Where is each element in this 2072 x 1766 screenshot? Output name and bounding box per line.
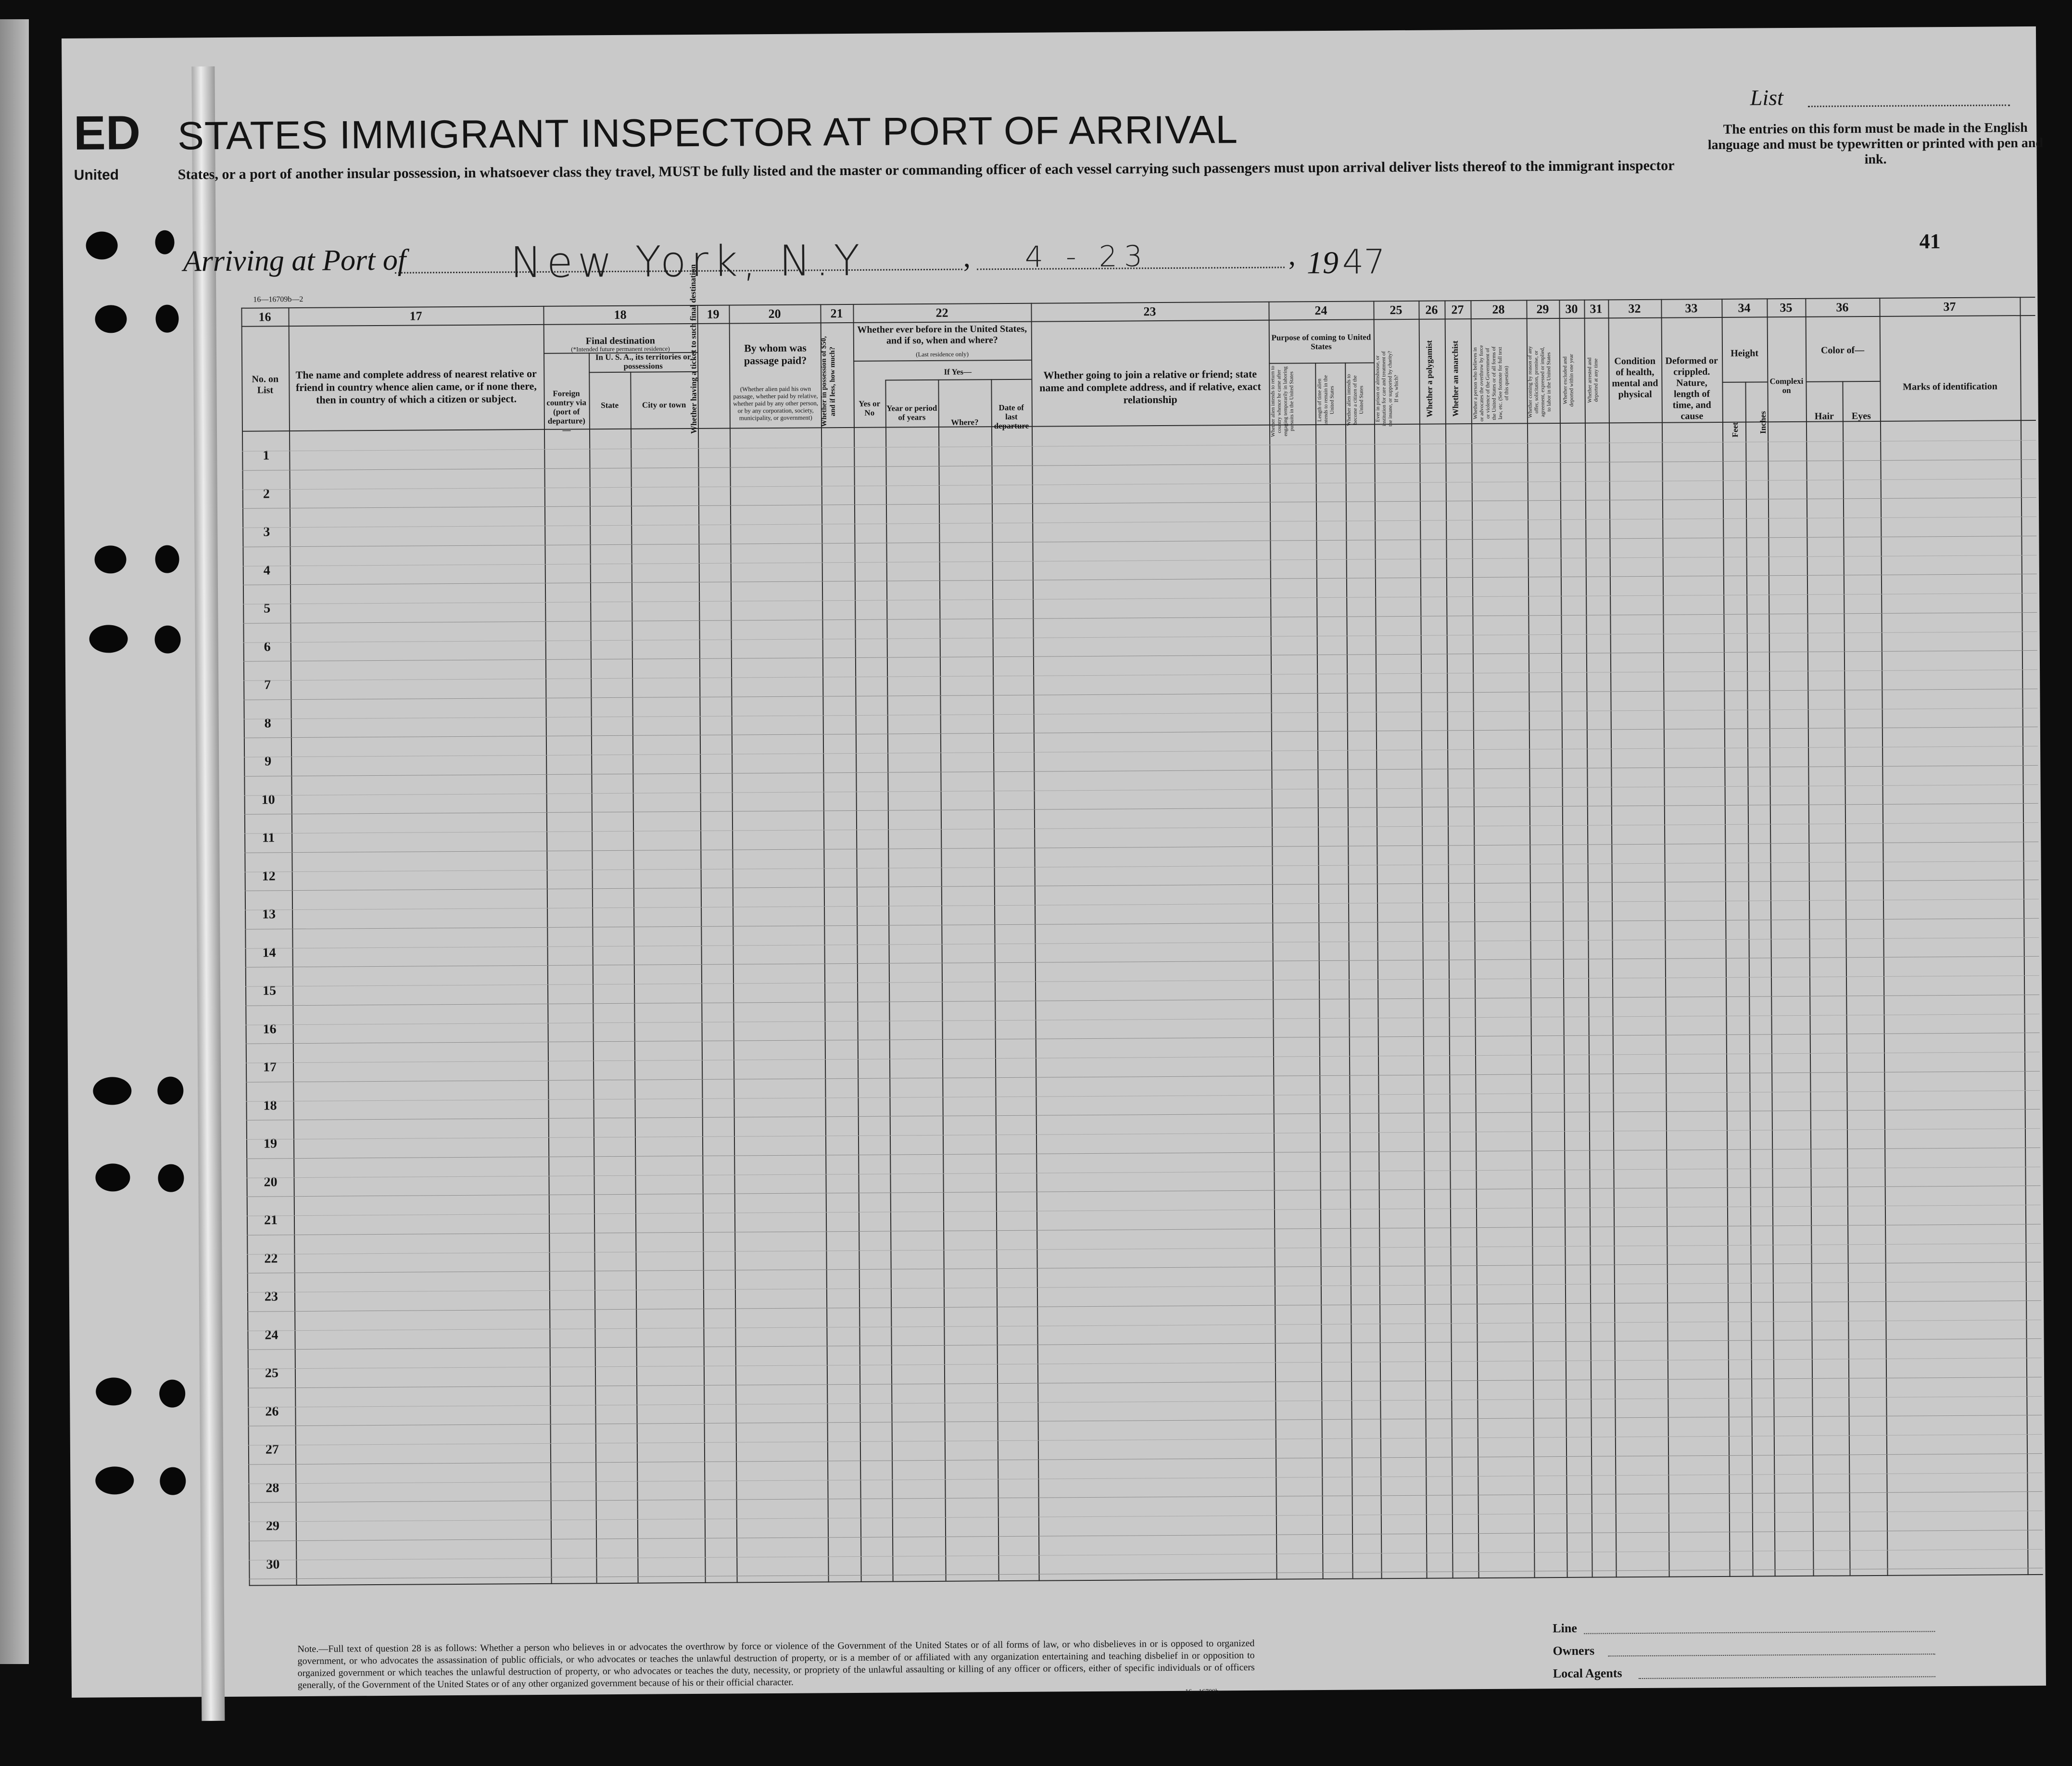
- row-number: 14: [262, 945, 276, 960]
- binder-hole: [159, 1379, 185, 1407]
- binder-hole: [89, 625, 127, 653]
- row-guide-line: [248, 1434, 2042, 1446]
- manifest-sheet: [62, 26, 2046, 1698]
- column-rule: [241, 308, 250, 1586]
- row-number: 19: [263, 1136, 278, 1151]
- row-divider: [243, 650, 2037, 662]
- row-divider: [244, 727, 2038, 738]
- list-label: List: [1750, 85, 1784, 110]
- column-rule: [589, 353, 597, 1583]
- binder-hole: [95, 1163, 130, 1191]
- header-date-last-departure: Date of last departure: [994, 403, 1029, 431]
- row-number: 4: [263, 562, 270, 578]
- row-divider: [242, 497, 2036, 509]
- header-where: Where?: [951, 417, 979, 427]
- header-passage-paid-sub: (Whether alien paid his own passage, whether paid by relative, whether paid by any other person, or by any corporation, society, municipality, or government): [733, 385, 819, 422]
- header-become-citizen: Whether alien intends to become a citizen of the United States: [1346, 374, 1364, 426]
- column-number: 19: [707, 307, 720, 321]
- column-rule: [1470, 300, 1479, 1578]
- row-guide-line: [246, 1128, 2040, 1140]
- header-ticket: Whether having a ticket to such final destination: [688, 264, 699, 434]
- row-number: 21: [264, 1212, 278, 1228]
- previous-page-text-fragment: United: [74, 167, 119, 183]
- port-comma: ,: [963, 241, 971, 273]
- binder-hole: [95, 1466, 134, 1494]
- arriving-label: Arriving at Port of: [183, 243, 406, 278]
- header-in-usa: In U. S. A., its territories or possessions: [595, 352, 691, 371]
- binder-hole: [158, 1164, 184, 1192]
- header-state: State: [601, 400, 619, 410]
- local-agents-signature-line: [1639, 1676, 1935, 1679]
- row-guide-line: [244, 822, 2038, 834]
- line-label: Line: [1553, 1621, 1577, 1636]
- column-number: 28: [1492, 302, 1505, 316]
- column-number: 30: [1565, 302, 1578, 316]
- row-number: 27: [265, 1442, 279, 1457]
- column-rule: [729, 305, 737, 1583]
- row-number: 10: [261, 792, 275, 807]
- row-divider: [247, 1224, 2041, 1235]
- row-divider: [244, 765, 2038, 776]
- column-rule: [885, 380, 893, 1581]
- row-number: 5: [264, 601, 271, 616]
- row-guide-line: [246, 1013, 2040, 1025]
- binding-spine: [191, 66, 225, 1721]
- binder-hole: [94, 545, 126, 573]
- row-guide-line: [245, 899, 2039, 910]
- row-number: 7: [264, 677, 271, 693]
- column-number-rule: [241, 315, 2035, 327]
- page-number: 41: [1919, 229, 1941, 253]
- row-guide-line: [249, 1549, 2043, 1560]
- row-number: 2: [263, 486, 270, 501]
- row-guide-line: [247, 1281, 2041, 1293]
- column-rule: [1745, 382, 1753, 1576]
- header-purpose: Purpose of coming to United States: [1271, 332, 1371, 352]
- row-number: 13: [262, 907, 276, 922]
- row-divider: [242, 459, 2036, 470]
- header-polygamist: Whether a polygamist: [1424, 340, 1434, 417]
- row-divider: [248, 1338, 2042, 1350]
- column-rule: [288, 307, 297, 1586]
- header-possession-50: Whether in possession of $50, and if less, how much?: [820, 336, 837, 427]
- column-rule: [543, 306, 552, 1584]
- row-guide-line: [243, 593, 2037, 605]
- form-subtitle: States, or a port of another insular possession, in whatsoever class they travel, MUST be fully listed and the master or commanding officer of each vessel carrying such passengers must upon arrival deliver lists thereof to the immigrant inspector: [177, 157, 1675, 183]
- row-guide-line: [243, 631, 2037, 643]
- row-guide-line: [242, 478, 2036, 490]
- header-rule: [853, 360, 1031, 362]
- year-prefix: 19: [1306, 245, 1339, 281]
- row-guide-line: [246, 1052, 2040, 1063]
- header-color-of: Color of—: [1820, 345, 1865, 356]
- local-agents-label: Local Agents: [1553, 1666, 1622, 1681]
- row-guide-line: [245, 937, 2039, 948]
- row-guide-line: [248, 1396, 2042, 1407]
- header-height: Height: [1731, 348, 1759, 359]
- column-rule: [697, 305, 706, 1583]
- form-title: STATES IMMIGRANT INSPECTOR AT PORT OF ARRIVAL: [177, 108, 1238, 158]
- header-year-or-period: Year or period of years: [886, 403, 937, 422]
- column-rule: [2020, 297, 2028, 1575]
- column-number: 24: [1314, 303, 1327, 318]
- row-divider: [246, 1033, 2040, 1044]
- previous-page-title-fragment: ED: [73, 106, 141, 160]
- row-divider: [249, 1568, 2043, 1579]
- column-number: 29: [1536, 302, 1549, 316]
- column-number: 31: [1590, 302, 1603, 316]
- column-number: 20: [768, 306, 781, 321]
- column-rule: [938, 379, 946, 1581]
- column-rule: [1559, 300, 1567, 1578]
- row-number: 16: [263, 1021, 277, 1036]
- column-rule: [1373, 301, 1382, 1579]
- row-guide-line: [248, 1358, 2042, 1369]
- list-number-line: [1808, 104, 2010, 107]
- row-guide-line: [244, 784, 2038, 795]
- column-rule: [820, 304, 829, 1582]
- header-foreign-country: Foreign country via (port of departure)—: [546, 389, 587, 435]
- footnote-question-28: Note.—Full text of question 28 is as follows: Whether a person who believes in or advocates the overthrow by force or violence of the Government of the United States or of all forms of law, or who disbelieves in or is opposed to organized government, or who advocates the assassination of public officials, or who advocates or teaches the unlawful destruction of property, or is a member of or affiliated with any organization entertaining and teaching disbelief in or opposition to organized government or which teaches the unlawful destruction of property, or who advocates or teaches the duty, necessity, or propriety of the unlawful assaulting or killing of any officer or officers, either of specific individuals or of officers generally, of the Government of the United States or of any other organized government because of his or their official character.: [297, 1638, 1255, 1691]
- header-last-residence: (Last residence only): [916, 350, 969, 358]
- row-guide-line: [246, 1166, 2040, 1178]
- owners-signature-line: [1608, 1653, 1935, 1656]
- column-number: 25: [1390, 303, 1402, 317]
- header-eyes: Eyes: [1851, 411, 1871, 422]
- header-hair: Hair: [1814, 411, 1834, 422]
- row-number: 17: [263, 1060, 277, 1075]
- binder-hole: [155, 230, 174, 254]
- row-guide-line: [248, 1472, 2042, 1484]
- column-rule: [1805, 298, 1814, 1577]
- binder-hole: [155, 305, 178, 333]
- column-rule: [1767, 298, 1775, 1577]
- row-divider: [247, 1262, 2041, 1274]
- row-divider: [248, 1453, 2042, 1464]
- row-number: 22: [264, 1250, 278, 1266]
- row-number: 30: [266, 1556, 280, 1572]
- header-return-country: Whether alien intends to return to country whence he came after engaging temporarily in laboring pursuits in the United States: [1270, 366, 1295, 437]
- row-divider: [243, 574, 2037, 585]
- header-rule: [589, 371, 697, 373]
- row-guide-line: [246, 1090, 2040, 1101]
- header-nearest-relative: The name and complete address of nearest relative or friend in country whence alien came, or if none there, then in country of which a citizen or subject.: [295, 367, 537, 406]
- table-bottom-border: [249, 1574, 2043, 1586]
- row-guide-line: [244, 746, 2038, 757]
- row-number: 9: [265, 754, 272, 769]
- binder-hole: [95, 305, 126, 333]
- row-divider: [246, 1109, 2040, 1121]
- header-final-destination: Final destination: [585, 335, 655, 347]
- header-marks-identification: Marks of identification: [1903, 381, 1997, 392]
- header-length-of-stay: Length of time alien intends to remain in the United States: [1316, 375, 1335, 425]
- line-signature-line: [1584, 1631, 1935, 1634]
- row-number: 1: [263, 448, 270, 463]
- binder-hole: [157, 1076, 183, 1104]
- column-rule: [1315, 363, 1323, 1578]
- header-condition-health: Condition of health, mental and physical: [1612, 355, 1658, 400]
- row-number: 23: [264, 1289, 278, 1304]
- column-number: 21: [830, 306, 843, 321]
- binder-hole: [154, 626, 180, 654]
- column-number: 16: [258, 310, 271, 324]
- column-number: 18: [614, 307, 627, 322]
- row-divider: [248, 1415, 2042, 1426]
- row-number: 18: [263, 1097, 277, 1113]
- row-divider: [245, 880, 2039, 891]
- column-rule: [1345, 363, 1353, 1578]
- row-guide-line: [242, 517, 2036, 528]
- row-divider: [244, 841, 2038, 853]
- row-divider: [245, 994, 2039, 1006]
- row-number: 29: [265, 1518, 279, 1534]
- row-divider: [245, 918, 2039, 929]
- header-rule: [1722, 381, 1767, 383]
- row-divider: [242, 535, 2036, 547]
- column-rule: [1608, 299, 1617, 1577]
- column-number: 37: [1943, 299, 1956, 314]
- year-handwritten: 47: [1342, 242, 1386, 282]
- row-divider: [246, 1071, 2040, 1082]
- row-guide-line: [245, 860, 2039, 872]
- row-number: 6: [264, 639, 271, 654]
- column-rule: [1842, 381, 1850, 1575]
- footnote-form-code: 16—16709b: [1185, 1688, 1219, 1696]
- header-anarchist: Whether an anarchist: [1450, 341, 1460, 417]
- header-rule: [1269, 362, 1374, 364]
- row-number: 26: [265, 1403, 279, 1419]
- entries-instructions: The entries on this form must be made in the English language and must be typewritten or printed with pen and ink.: [1707, 120, 2044, 167]
- header-labor-offer: Whether coming by reason of any offer, solicitation, promise, or agreement, expressed or implied, to labor in the United States: [1527, 346, 1552, 418]
- column-rule: [1444, 300, 1453, 1578]
- form-code-top: 16—16709b—2: [253, 295, 303, 304]
- row-number: 28: [265, 1480, 279, 1495]
- row-number: 24: [265, 1327, 278, 1342]
- binder-hole: [155, 545, 179, 573]
- header-complexion: Complexion: [1769, 376, 1804, 395]
- column-number: 36: [1836, 300, 1849, 315]
- column-number: 17: [409, 309, 422, 323]
- header-city-or-town: City or town: [642, 400, 686, 410]
- header-final-destination-sub: (*Intended future permanent residence): [571, 345, 670, 353]
- header-deformed-crippled: Deformed or crippled. Nature, length of time, and cause: [1665, 355, 1718, 422]
- row-guide-line: [247, 1205, 2041, 1216]
- column-rule: [1031, 303, 1039, 1581]
- header-if-yes: If Yes—: [944, 367, 972, 377]
- row-divider: [249, 1491, 2043, 1503]
- row-number: 25: [265, 1365, 279, 1381]
- header-no-on-list: No. on List: [252, 374, 279, 396]
- column-rule: [991, 379, 999, 1580]
- binder-hole: [96, 1377, 131, 1405]
- column-number: 27: [1451, 303, 1464, 317]
- row-guide-line: [243, 669, 2037, 681]
- row-number: 12: [262, 868, 276, 883]
- row-divider: [243, 612, 2037, 623]
- header-passage-paid: By whom was passage paid?: [744, 341, 807, 367]
- binder-hole: [160, 1467, 186, 1495]
- header-arrested-deported: Whether arrested and deported at any time: [1587, 357, 1599, 403]
- column-number: 32: [1628, 301, 1641, 316]
- owners-label: Owners: [1553, 1643, 1595, 1658]
- column-rule: [853, 304, 861, 1582]
- header-inches: Inches: [1758, 411, 1768, 434]
- column-number: 22: [935, 305, 948, 320]
- row-guide-line: [243, 555, 2037, 566]
- row-divider: [247, 1300, 2041, 1312]
- column-number: 26: [1425, 303, 1438, 317]
- column-rule: [1879, 298, 1888, 1576]
- header-excluded-deported: Whether excluded and deported within one year: [1562, 353, 1575, 407]
- table-top-border: [241, 297, 2035, 309]
- row-divider: [244, 803, 2038, 815]
- column-rule: [1268, 302, 1277, 1580]
- column-rule: [1721, 299, 1730, 1577]
- header-join-relative: Whether going to join a relative or friend; state name and complete address, and if relative, exact relationship: [1039, 367, 1261, 406]
- row-divider: [247, 1186, 2041, 1197]
- header-feet: Feet: [1730, 422, 1740, 438]
- column-rule: [1661, 299, 1669, 1577]
- binder-hole: [86, 231, 117, 259]
- row-number: 11: [262, 830, 275, 845]
- column-number: 34: [1738, 301, 1751, 315]
- column-rule: [1418, 301, 1427, 1579]
- column-number: 23: [1143, 304, 1156, 319]
- row-number: 8: [264, 715, 271, 731]
- date-handwritten: 4 - 23: [1024, 240, 1150, 274]
- binder-hole: [93, 1077, 131, 1105]
- left-page-edge: [0, 19, 29, 1664]
- row-guide-line: [245, 975, 2039, 987]
- row-guide-line: [244, 707, 2038, 719]
- column-rule: [630, 372, 638, 1583]
- row-guide-line: [247, 1243, 2041, 1254]
- header-question-28: Whether a person who believes in or advocates the overthrow by force or violence of the Government of the United States or of all forms of law, etc. (See footnote for full text of this question): [1472, 345, 1510, 422]
- header-ever-before-us: Whether ever before in the United States, and if so, when and where?: [857, 323, 1027, 346]
- row-divider: [243, 688, 2037, 700]
- row-divider: [249, 1529, 2043, 1541]
- row-divider: [248, 1376, 2042, 1388]
- column-number: 33: [1685, 301, 1698, 315]
- header-yes-or-no: Yes or No: [859, 399, 881, 417]
- row-number: 20: [264, 1174, 278, 1189]
- date-comma: ,: [1288, 239, 1296, 271]
- row-divider: [246, 1147, 2040, 1159]
- row-guide-line: [247, 1319, 2041, 1331]
- header-rule: [885, 379, 1031, 381]
- column-rule: [1526, 300, 1535, 1578]
- port-handwritten: New York, N.Y: [510, 235, 865, 288]
- row-number: 15: [263, 983, 277, 998]
- row-divider: [245, 956, 2039, 968]
- row-number: 3: [263, 524, 270, 540]
- row-guide-line: [249, 1511, 2043, 1522]
- column-number: 35: [1780, 301, 1793, 315]
- column-rule: [1584, 300, 1592, 1578]
- header-prison-almshouse: Ever in prison or almshouse, or institution for care and treatment of the insane, or supported by charity? If so, which?: [1375, 351, 1400, 427]
